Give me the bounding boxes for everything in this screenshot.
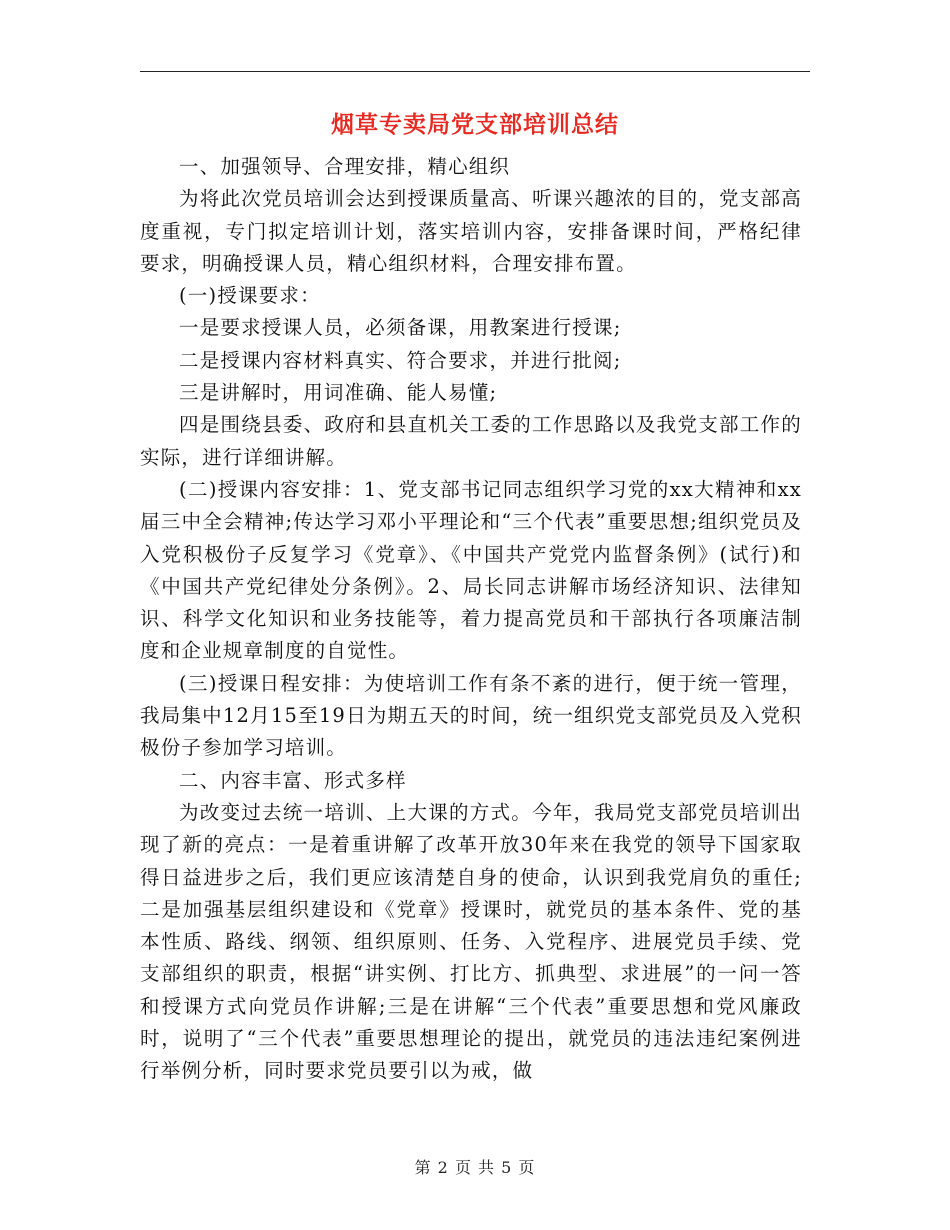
section-heading-2: 二、内容丰富、形式多样 — [179, 768, 407, 792]
list-item: 一是要求授课人员，必须备课，用教案进行授课; — [179, 316, 622, 340]
list-item: 三是讲解时，用词准确、能人易懂; — [179, 381, 498, 405]
body-paragraph: (二)授课内容安排：1、党支部书记同志组织学习党的xx大精神和xx届三中全会精神;传达学习邓小平理论和“三个代表”重要思想;组织党员及入党积极份子反复学习《党章》、《中国共产党党内监督条例》(试行)和《中国共产党纪律处分条例》。2、局长同志讲解市场经济知识、法律知识、科学文化知识和业务技能等，着力提高党员和干部执行各项廉洁制度和企业规章制度的自觉性。 — [140, 477, 802, 663]
section-heading-1: 一、加强领导、合理安排，精心组织 — [179, 155, 511, 178]
body-paragraph: 为将此次党员培训会达到授课质量高、听课兴趣浓的目的，党支部高度重视，专门拟定培训计划，落实培训内容，安排备课时间，严格纪律要求，明确授课人员，精心组织材料，合理安排布置。 — [140, 187, 802, 275]
header-rule — [140, 71, 810, 72]
subsection-heading: (一)授课要求： — [179, 284, 321, 308]
document-title: 烟草专卖局党支部培训总结 — [331, 111, 619, 138]
page-number: 第 2 页 共 5 页 — [414, 1158, 536, 1177]
list-item: 四是围绕县委、政府和县直机关工委的工作思路以及我党支部工作的实际，进行详细讲解。 — [140, 413, 802, 469]
body-paragraph: 为改变过去统一培训、上大课的方式。今年，我局党支部党员培训出现了新的亮点：一是着重讲解了改革开放30年来在我党的领导下国家取得日益进步之后，我们更应该清楚自身的使命，认识到我党肩负的重任;二是加强基层组织建设和《党章》授课时，就党员的基本条件、党的基本性质、路线、纲领、组织原则、任务、入党程序、进展党员手续、党支部组织的职责，根据“讲实例、打比方、抓典型、求进展”的一问一答和授课方式向党员作讲解;三是在讲解“三个代表”重要思想和党风廉政时，说明了“三个代表”重要思想理论的提出，就党员的违法违纪案例进行举例分析，同时要求党员要引以为戒，做 — [140, 800, 802, 1083]
body-paragraph: (三)授课日程安排：为使培训工作有条不紊的进行，便于统一管理，我局集中12月15至19日为期五天的时间，统一组织党支部党员及入党积极份子参加学习培训。 — [140, 671, 802, 760]
list-item: 二是授课内容材料真实、符合要求，并进行批阅; — [179, 348, 622, 372]
document-body — [140, 151, 802, 1088]
